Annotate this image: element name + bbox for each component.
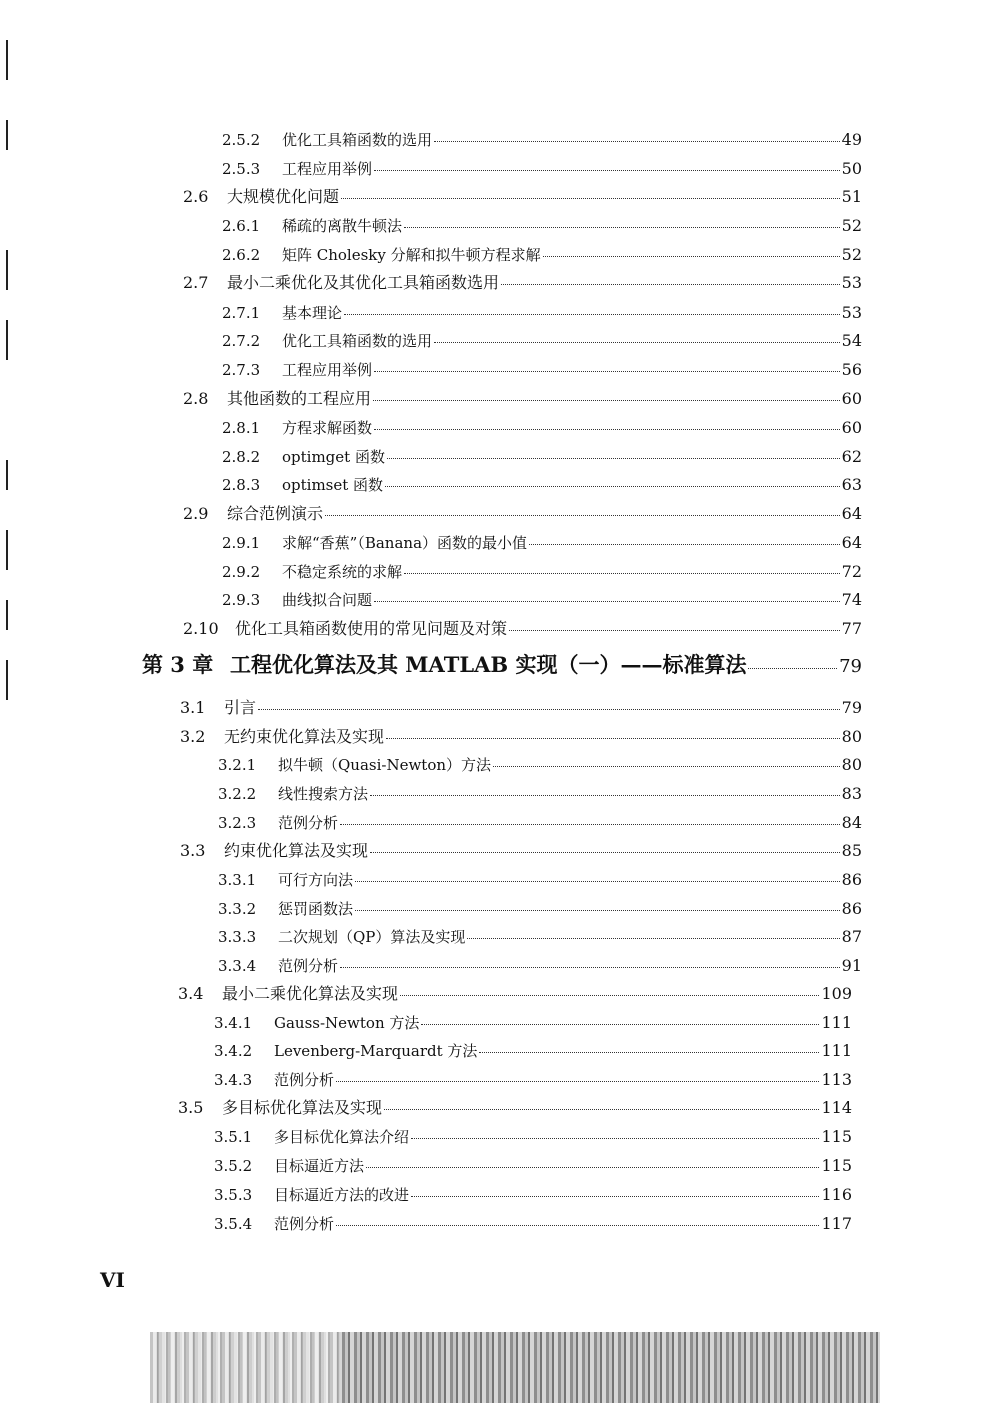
toc-section-title: 基本理论 [282,304,343,322]
toc-page-number: 74 [841,590,862,609]
toc-section-number: 2.7.1 [222,304,261,322]
toc-page-number: 111 [821,1013,852,1032]
toc-entry-row[interactable] [180,698,862,718]
toc-page-number: 83 [841,784,862,803]
toc-entry-row[interactable] [222,331,862,351]
toc-entry-row[interactable] [214,1013,852,1033]
toc-section-title: 曲线拟合问题 [282,591,373,609]
dot-leader [509,630,840,631]
toc-entry-row[interactable] [218,870,862,890]
toc-page-number: 52 [841,216,862,235]
toc-section-title: 范例分析 [278,814,339,832]
toc-entry-row[interactable] [222,590,862,610]
toc-entry-row[interactable] [222,130,862,150]
toc-section-title: 惩罚函数法 [278,900,354,918]
toc-entry-row[interactable] [183,187,862,207]
dot-leader [336,1081,819,1082]
toc-entry-row[interactable] [222,475,862,495]
toc-section-number: 3.4.2 [214,1042,253,1060]
toc-section-number: 3.5 [178,1098,204,1117]
toc-section-title: 多目标优化算法介绍 [274,1128,410,1146]
toc-section-title: 综合范例演示 [227,504,324,523]
toc-page-number: 64 [841,533,862,552]
toc-page-number: 87 [841,927,862,946]
toc-page-number: 60 [841,418,862,437]
toc-section-title: Gauss-Newton 方法 [274,1014,420,1032]
toc-section-title: 目标逼近方法 [274,1157,365,1175]
scan-margin-mark [6,600,8,630]
toc-page-number: 64 [841,504,862,523]
toc-section-title: 不稳定系统的求解 [282,563,403,581]
dot-leader [386,738,840,739]
toc-section-title: 求解“香蕉”（Banana）函数的最小值 [282,534,528,552]
toc-section-title: 范例分析 [274,1071,335,1089]
toc-section-number: 3.5.3 [214,1186,253,1204]
toc-entry-row[interactable] [183,504,862,524]
dot-leader [543,256,840,257]
toc-section-title: 大规模优化问题 [227,187,340,206]
toc-section-number: 3.2 [180,727,206,746]
toc-page-number: 80 [841,755,862,774]
dot-leader [344,314,840,315]
toc-page-number: 113 [821,1070,852,1089]
dot-leader [325,515,840,516]
toc-section-title: 优化工具箱函数使用的常见问题及对策 [235,619,508,638]
scan-margin-mark [6,530,8,570]
toc-section-number: 第 3 章 [142,652,214,677]
toc-section-title: 线性搜索方法 [278,785,369,803]
toc-page-number: 51 [841,187,862,206]
toc-section-title: 最小二乘优化算法及实现 [222,984,399,1003]
toc-entry-row[interactable] [222,533,862,553]
toc-entry-row[interactable] [214,1041,852,1061]
toc-entry-row[interactable] [218,784,862,804]
toc-page-number: 80 [841,727,862,746]
toc-page-number: 60 [841,389,862,408]
toc-section-title: 目标逼近方法的改进 [274,1186,410,1204]
toc-section-number: 2.6.2 [222,246,261,264]
toc-page-number: 62 [841,447,862,466]
toc-section-number: 3.5.2 [214,1157,253,1175]
toc-page-number: 49 [841,130,862,149]
toc-page-number: 63 [841,475,862,494]
toc-page-number: 84 [841,813,862,832]
toc-page-number: 53 [841,303,862,322]
scan-margin-mark [6,320,8,360]
dot-leader [400,995,819,996]
toc-section-title: 多目标优化算法及实现 [222,1098,383,1117]
toc-section-title: optimset 函数 [282,476,384,494]
toc-section-title: 矩阵 Cholesky 分解和拟牛顿方程求解 [282,246,541,264]
dot-leader [374,371,840,372]
toc-section-number: 3.2.2 [218,785,257,803]
toc-entry-row[interactable] [218,899,862,919]
toc-section-number: 2.6.1 [222,217,261,235]
toc-section-number: 2.9.3 [222,591,261,609]
scan-margin-mark [6,460,8,490]
dot-leader [434,342,840,343]
dot-leader [341,198,840,199]
dot-leader [355,910,840,911]
toc-section-title: 二次规划（QP）算法及实现 [278,928,466,946]
toc-entry-row[interactable] [178,1098,852,1118]
toc-entry-row[interactable] [180,841,862,861]
dot-leader [387,458,840,459]
toc-entry-row[interactable] [218,956,862,976]
toc-section-title: 拟牛顿（Quasi-Newton）方法 [278,756,492,774]
toc-chapter-row[interactable] [142,652,862,680]
dot-leader [404,573,840,574]
toc-section-title: 稀疏的离散牛顿法 [282,217,403,235]
toc-entry-row[interactable] [180,727,862,747]
toc-page-number: 114 [821,1098,852,1117]
scan-margin-mark [6,120,8,150]
toc-page-number: 117 [821,1214,852,1233]
dot-leader [340,824,840,825]
toc-section-number: 3.1 [180,698,206,717]
toc-entry-row[interactable] [222,418,862,438]
toc-entry-row[interactable] [178,984,852,1004]
toc-section-title: 工程优化算法及其 MATLAB 实现（一）——标准算法 [230,652,747,677]
scan-margin-mark [6,660,8,700]
dot-leader [374,170,840,171]
toc-entry-row[interactable] [218,755,862,775]
toc-section-number: 3.3.3 [218,928,257,946]
toc-page-number: 85 [841,841,862,860]
toc-page-number: 115 [821,1127,852,1146]
dot-leader [529,544,840,545]
dot-leader [501,284,840,285]
toc-entry-row[interactable] [218,813,862,833]
dot-leader [355,881,840,882]
dot-leader [434,141,840,142]
toc-section-title: 范例分析 [274,1215,335,1233]
toc-entry-row[interactable] [183,273,862,293]
toc-section-number: 3.5.1 [214,1128,253,1146]
toc-entry-row[interactable] [214,1214,852,1234]
toc-section-number: 2.8.3 [222,476,261,494]
toc-page-number: 79 [841,698,862,717]
toc-entry-row[interactable] [214,1070,852,1090]
toc-page-number: 56 [841,360,862,379]
toc-entry-row[interactable] [214,1185,852,1205]
dot-leader [421,1024,819,1025]
toc-section-number: 3.3.2 [218,900,257,918]
toc-entry-row[interactable] [183,619,862,639]
toc-section-number: 2.8 [183,389,209,408]
toc-section-title: 引言 [224,698,257,717]
dot-leader [374,601,840,602]
toc-page-number: 53 [841,273,862,292]
toc-section-title: 优化工具箱函数的选用 [282,131,433,149]
toc-section-title: 最小二乘优化及其优化工具箱函数选用 [227,273,500,292]
toc-section-number: 2.7.2 [222,332,261,350]
toc-page-number: 111 [821,1041,852,1060]
dot-leader [258,709,840,710]
toc-section-title: 无约束优化算法及实现 [224,727,385,746]
toc-page-number: 115 [821,1156,852,1175]
toc-section-number: 2.6 [183,187,209,206]
toc-section-number: 2.9 [183,504,209,523]
toc-section-title: 优化工具箱函数的选用 [282,332,433,350]
toc-entry-row[interactable] [222,303,862,323]
toc-entry-row[interactable] [183,389,862,409]
toc-section-number: 2.10 [183,619,219,638]
toc-page-number: 54 [841,331,862,350]
dot-leader [374,429,840,430]
toc-entry-row[interactable] [214,1156,852,1176]
toc-section-number: 3.4.1 [214,1014,253,1032]
toc-section-number: 2.8.1 [222,419,261,437]
toc-section-title: 约束优化算法及实现 [224,841,369,860]
dot-leader [748,668,837,669]
dot-leader [370,795,840,796]
toc-entry-row[interactable] [222,216,862,236]
toc-section-number: 3.4.3 [214,1071,253,1089]
toc-section-title: 工程应用举例 [282,361,373,379]
toc-section-title: 范例分析 [278,957,339,975]
toc-section-number: 2.7 [183,273,209,292]
toc-page-number: 86 [841,899,862,918]
toc-entry-row[interactable] [218,927,862,947]
toc-entry-row[interactable] [222,562,862,582]
dot-leader [340,967,840,968]
toc-section-number: 2.5.3 [222,160,261,178]
toc-page-number: 77 [841,619,862,638]
dot-leader [479,1052,819,1053]
toc-section-title: 工程应用举例 [282,160,373,178]
dot-leader [467,938,839,939]
dot-leader [411,1138,819,1139]
dot-leader [366,1167,819,1168]
toc-page-number: 79 [839,656,862,677]
scan-margin-mark [6,40,8,80]
toc-section-number: 2.9.1 [222,534,261,552]
toc-section-title: 方程求解函数 [282,419,373,437]
toc-page-number: 116 [821,1185,852,1204]
toc-section-number: 2.9.2 [222,563,261,581]
dot-leader [385,486,840,487]
dot-leader [336,1225,819,1226]
toc-page-number: 52 [841,245,862,264]
toc-section-number: 3.3.4 [218,957,257,975]
dot-leader [384,1109,819,1110]
dot-leader [404,227,840,228]
toc-entry-row[interactable] [222,159,862,179]
dot-leader [493,766,840,767]
toc-page-number: 50 [841,159,862,178]
toc-entry-row[interactable] [222,360,862,380]
dot-leader [370,852,840,853]
toc-page-number: 91 [841,956,862,975]
toc-section-number: 2.7.3 [222,361,261,379]
toc-page-number: 72 [841,562,862,581]
toc-section-title: 可行方向法 [278,871,354,889]
toc-section-number: 3.3 [180,841,206,860]
toc-entry-row[interactable] [222,447,862,467]
toc-entry-row[interactable] [222,245,862,265]
toc-section-title: optimget 函数 [282,448,385,466]
toc-section-number: 3.2.3 [218,814,257,832]
toc-entry-row[interactable] [214,1127,852,1147]
toc-section-number: 3.4 [178,984,204,1003]
toc-section-number: 3.3.1 [218,871,257,889]
toc-section-number: 3.5.4 [214,1215,253,1233]
toc-page-number: 86 [841,870,862,889]
toc-section-title: 其他函数的工程应用 [227,389,372,408]
toc-page-number: 109 [821,984,852,1003]
toc-section-title: Levenberg-Marquardt 方法 [274,1042,478,1060]
toc-section-number: 3.2.1 [218,756,257,774]
scan-margin-mark [6,250,8,290]
page-number-footer: VI [100,1268,125,1292]
toc-section-number: 2.8.2 [222,448,261,466]
dot-leader [411,1196,819,1197]
toc-section-number: 2.5.2 [222,131,261,149]
dot-leader [373,400,840,401]
scan-artifact-strip-light [150,1332,340,1403]
